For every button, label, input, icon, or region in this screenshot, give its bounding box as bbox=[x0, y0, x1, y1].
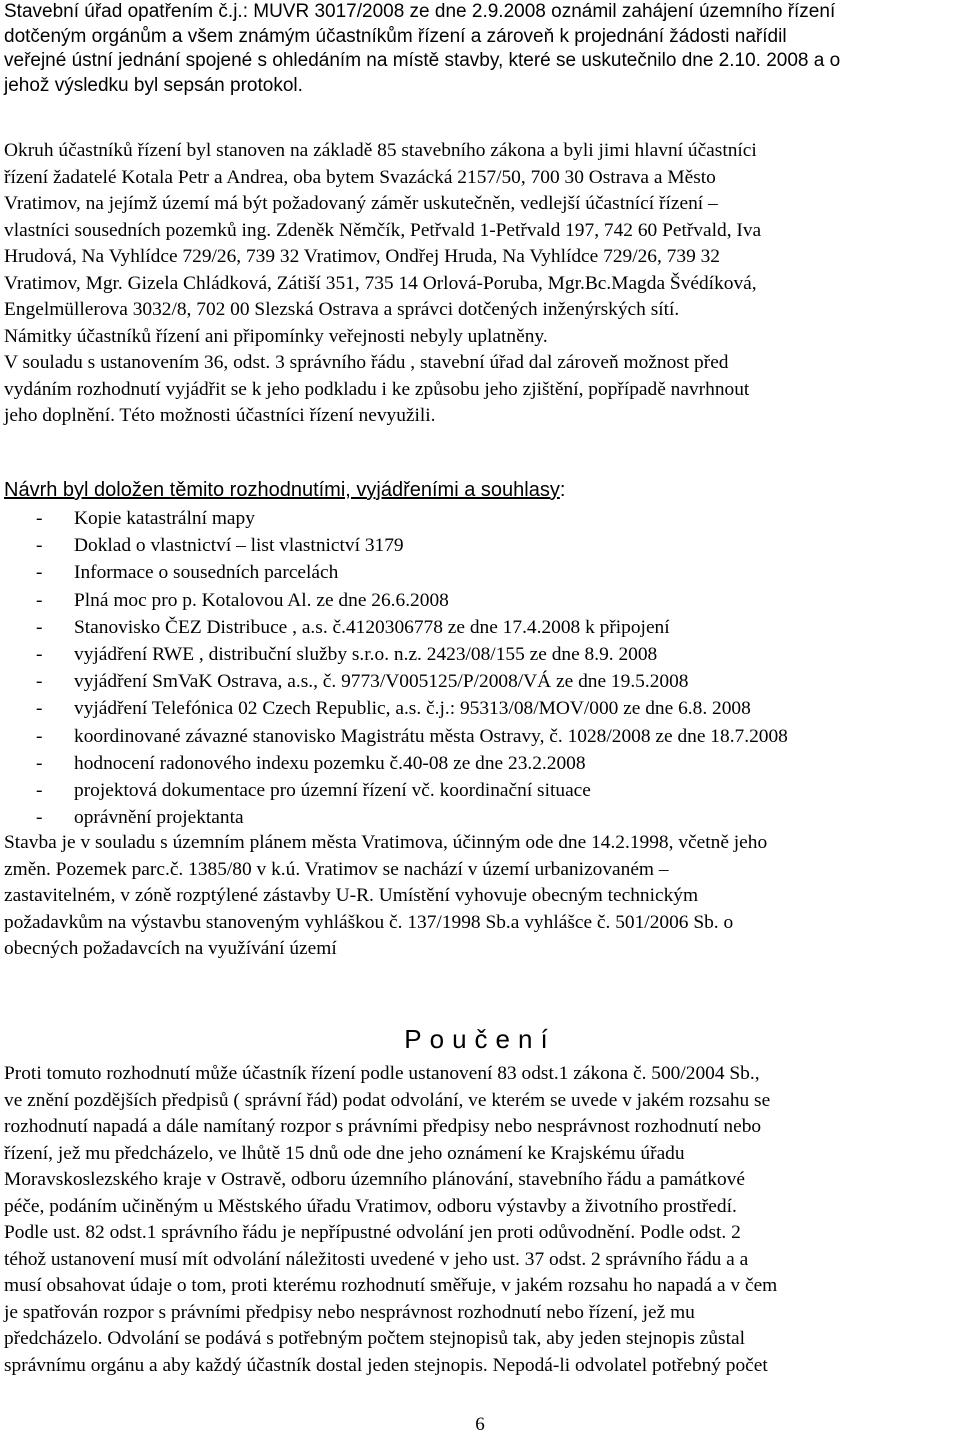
list-dash: - bbox=[36, 508, 43, 529]
list-item-text: projektová dokumentace pro územní řízení vč. koordinační situace bbox=[74, 779, 591, 801]
list-item-text: Kopie katastrální mapy bbox=[74, 508, 255, 529]
list-dash: - bbox=[36, 752, 43, 774]
participants-line: V souladu s ustanovením 36, odst. 3 správního řádu , stavební úřad dal zároveň možnost před bbox=[4, 352, 729, 373]
planning-line: změn. Pozemek parc.č. 1385/80 v k.ú. Vratimov se nachází v území urbanizovaném – bbox=[4, 858, 669, 880]
list-item bbox=[4, 587, 956, 614]
list-item bbox=[4, 532, 956, 559]
poucheni-line: ve znění pozdějších předpisů ( správní řád) podat odvolání, ve kterém se uvede v jakém rozsahu se bbox=[4, 1089, 771, 1111]
list-dash: - bbox=[36, 698, 43, 720]
list-item-text: Doklad o vlastnictví – list vlastnictví 3179 bbox=[74, 535, 404, 557]
planning-line: obecných požadavcích na využívání území bbox=[4, 938, 337, 959]
poucheni-line: musí obsahovat údaje o tom, proti kterému rozhodnutí směřuje, v jakém rozsahu ho napadá a v čem bbox=[4, 1275, 778, 1296]
list-item-text: koordinované závazné stanovisko Magistrátu města Ostravy, č. 1028/2008 ze dne 18.7.2008 bbox=[74, 725, 788, 747]
list-item bbox=[4, 750, 956, 777]
intro-line: jehož výsledku byl sepsán protokol. bbox=[4, 74, 303, 96]
poucheni-heading: Poučení bbox=[404, 1024, 556, 1054]
attachments-list bbox=[4, 505, 956, 831]
list-item-text: oprávnění projektanta bbox=[74, 807, 244, 829]
list-item-text: vyjádření RWE , distribuční služby s.r.o. n.z. 2423/08/155 ze dne 8.9. 2008 bbox=[74, 643, 658, 665]
list-dash: - bbox=[36, 807, 43, 829]
attachments-heading-colon: : bbox=[559, 479, 566, 501]
poucheni-line: Podle ust. 82 odst.1 správního řádu je nepřípustné odvolání jen proti odůvodnění. Podle odst. 2 bbox=[4, 1222, 741, 1243]
list-item bbox=[4, 804, 956, 831]
intro-line: veřejné ústní jednání spojené s ohledáním na místě stavby, které se uskutečnilo dne 2.10. 2008 a o bbox=[4, 50, 841, 71]
list-item-text: hodnocení radonového indexu pozemku č.40-08 ze dne 23.2.2008 bbox=[74, 752, 586, 774]
participants-line: Námitky účastníků řízení ani připomínky veřejnosti nebyly uplatněny. bbox=[4, 325, 548, 347]
participants-line: jeho doplnění. Této možnosti účastníci řízení nevyužili. bbox=[4, 405, 436, 426]
list-dash: - bbox=[36, 643, 43, 665]
participants-line: Engelmüllerova 3032/8, 702 00 Slezská Ostrava a správci dotčených inženýrských sítí. bbox=[4, 299, 680, 320]
list-item-text: Plná moc pro p. Kotalovou Al. ze dne 26.6.2008 bbox=[74, 589, 449, 611]
intro-line: Stavební úřad opatřením č.j.: MUVR 3017/2008 ze dne 2.9.2008 oznámil zahájení územního řízení bbox=[4, 1, 836, 22]
list-dash: - bbox=[36, 779, 43, 801]
planning-paragraph bbox=[4, 830, 956, 963]
attachments-heading bbox=[4, 479, 565, 502]
poucheni-line: Moravskoslezského kraje v Ostravě, odboru územního plánování, stavebního řádu a památkové bbox=[4, 1169, 745, 1190]
list-dash: - bbox=[36, 671, 43, 693]
participants-line: Hrudová, Na Vyhlídce 729/26, 739 32 Vratimov, Ondřej Hruda, Na Vyhlídce 729/26, 739 32 bbox=[4, 246, 721, 267]
poucheni-line: je spatřován rozpor s právními předpisy nebo nesprávnost rozhodnutí nebo řízení, jež mu bbox=[4, 1301, 695, 1323]
planning-line: Stavba je v souladu s územním plánem města Vratimova, účinným ode dne 14.2.1998, včetně jeho bbox=[4, 832, 768, 853]
participants-line: vydáním rozhodnutí vyjádřit se k jeho podkladu i ke způsobu jeho zjištění, popřípadě navrhnout bbox=[4, 378, 750, 400]
list-item bbox=[4, 695, 956, 722]
list-dash: - bbox=[36, 725, 43, 747]
poucheni-paragraph bbox=[4, 1061, 956, 1379]
list-item bbox=[4, 723, 956, 750]
participants-line: Vratimov, Mgr. Gizela Chládková, Zátiší 351, 735 14 Orlová-Poruba, Mgr.Bc.Magda Švédíková, bbox=[4, 272, 757, 294]
participants-line: řízení žadatelé Kotala Petr a Andrea, oba bytem Svazácká 2157/50, 700 30 Ostrava a Město bbox=[4, 166, 716, 188]
list-item-text: vyjádření Telefónica 02 Czech Republic, a.s. č.j.: 95313/08/MOV/000 ze dne 6.8. 2008 bbox=[74, 698, 751, 720]
list-dash: - bbox=[36, 562, 43, 584]
poucheni-line: téhož ustanovení musí mít odvolání náležitosti uvedené v jeho ust. 37 odst. 2 správního řádu a a bbox=[4, 1248, 749, 1270]
participants-line: vlastníci sousedních pozemků ing. Zdeněk Němčík, Petřvald 1-Petřvald 197, 742 60 Petřvald, Iva bbox=[4, 219, 762, 241]
list-item bbox=[4, 614, 956, 641]
list-item bbox=[4, 559, 956, 586]
list-item-text: Stanovisko ČEZ Distribuce , a.s. č.4120306778 ze dne 17.4.2008 k připojení bbox=[74, 616, 670, 638]
page-number: 6 bbox=[475, 1414, 485, 1435]
planning-line: zastavitelném, v zóně rozptýlené zástavby U-R. Umístění vyhovuje obecným technickým bbox=[4, 885, 699, 906]
participants-line: Vratimov, na jejímž území má být požadovaný záměr uskutečněn, vedlejší účastnící řízení – bbox=[4, 193, 718, 214]
list-item bbox=[4, 668, 956, 695]
poucheni-line: řízení, jež mu předcházelo, ve lhůtě 15 dnů ode dne jeho oznámení ke Krajskému úřadu bbox=[4, 1142, 685, 1164]
poucheni-line: péče, podáním učiněným u Městského úřadu Vratimov, odboru výstavby a životního prostředí. bbox=[4, 1195, 737, 1217]
list-item-text: Informace o sousedních parcelách bbox=[74, 562, 339, 584]
list-dash: - bbox=[36, 535, 43, 557]
poucheni-line: správnímu orgánu a aby každý účastník dostal jeden stejnopis. Nepodá-li odvolatel potřebný počet bbox=[4, 1354, 768, 1376]
intro-paragraph bbox=[4, 0, 956, 98]
list-item-text: vyjádření SmVaK Ostrava, a.s., č. 9773/V005125/P/2008/VÁ ze dne 19.5.2008 bbox=[74, 671, 689, 693]
poucheni-line: rozhodnutí napadá a dále namítaný rozpor s právními předpisy nebo nesprávnost rozhodnutí nebo bbox=[4, 1116, 762, 1137]
poucheni-line: předcházelo. Odvolání se podává s potřebným počtem stejnopisů tak, aby jeden stejnopis zůstal bbox=[4, 1328, 745, 1349]
list-dash: - bbox=[36, 589, 43, 611]
poucheni-line: Proti tomuto rozhodnutí může účastník řízení podle ustanovení 83 odst.1 zákona č. 500/2004 Sb., bbox=[4, 1063, 760, 1084]
list-item bbox=[4, 777, 956, 804]
list-item bbox=[4, 505, 956, 532]
participants-line: Okruh účastníků řízení byl stanoven na základě 85 stavebního zákona a byli jimi hlavní účastníci bbox=[4, 140, 757, 161]
list-item bbox=[4, 641, 956, 668]
planning-line: požadavkům na výstavbu stanoveným vyhláškou č. 137/1998 Sb.a vyhlášce č. 501/2006 Sb. o bbox=[4, 911, 734, 933]
attachments-heading-text: Návrh byl doložen těmito rozhodnutími, vyjádřeními a souhlasy bbox=[4, 479, 560, 501]
list-dash: - bbox=[36, 616, 43, 638]
participants-paragraph bbox=[4, 138, 956, 430]
intro-line: dotčeným orgánům a všem známým účastníkům řízení a zároveň k projednání žádosti nařídil bbox=[4, 25, 787, 47]
